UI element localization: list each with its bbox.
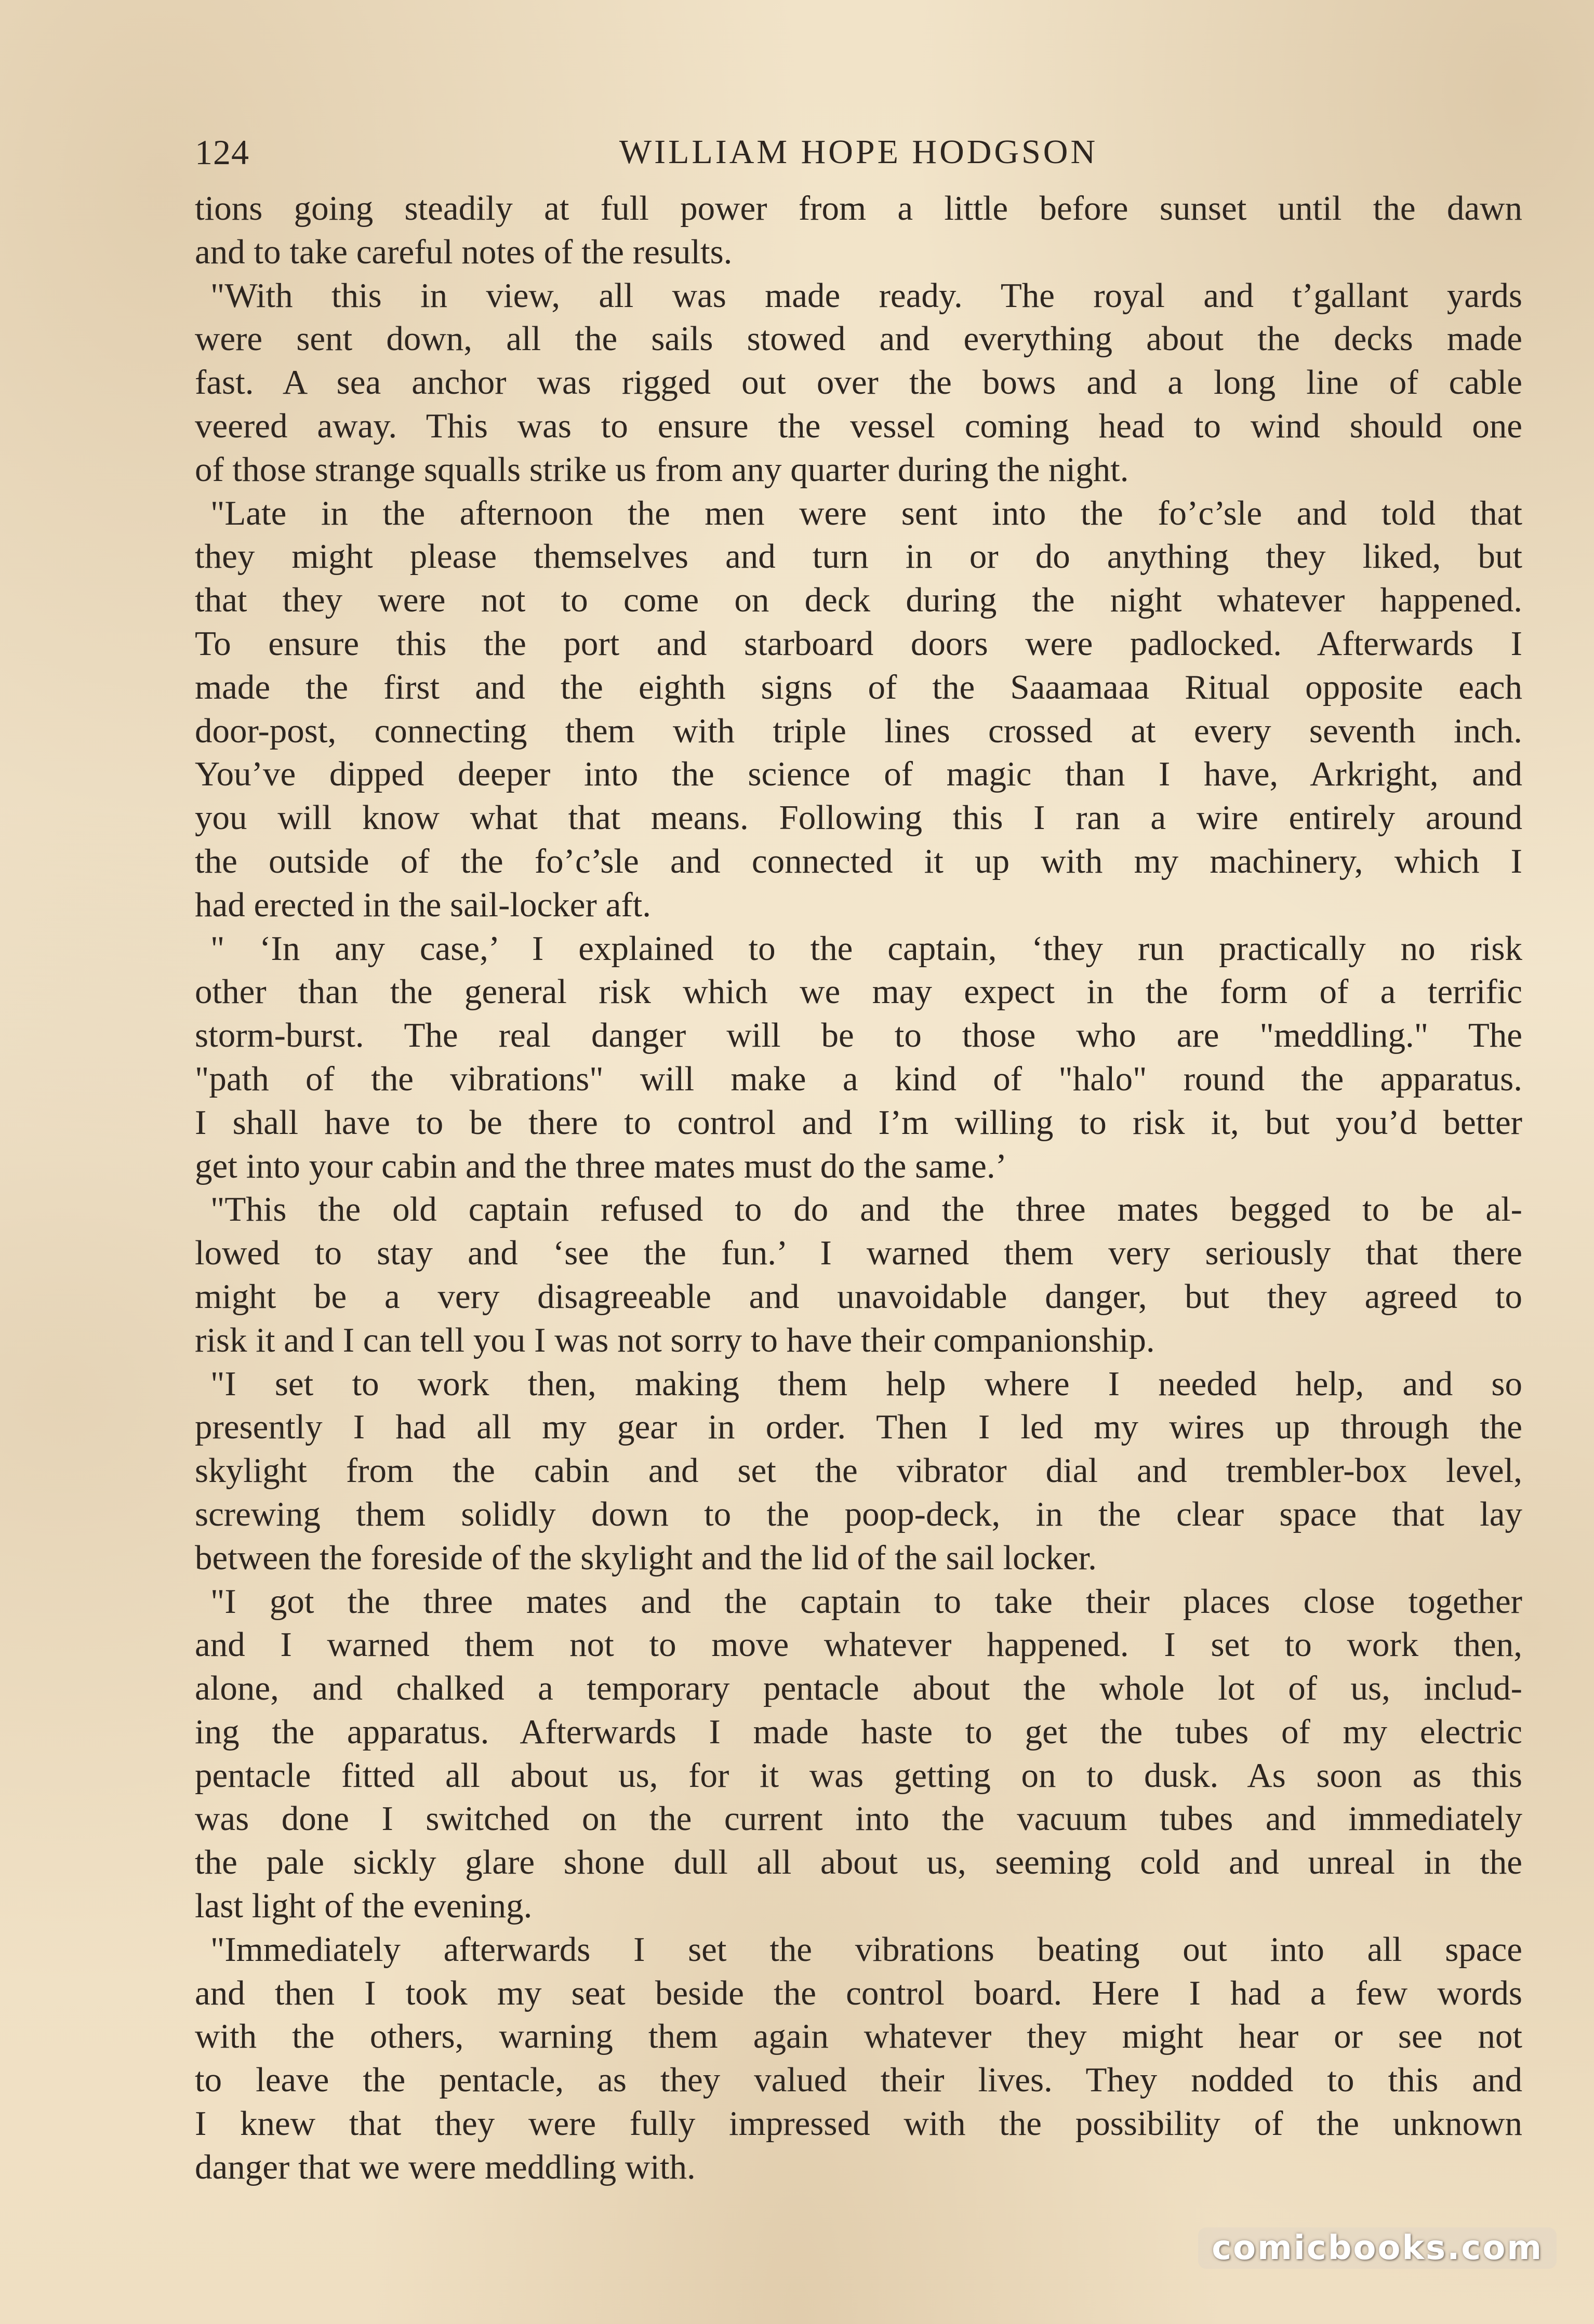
text-line: pentacle fitted all about us, for it was getting on to dusk. As soon as this <box>195 1756 1522 1795</box>
body-text <box>195 187 1522 2189</box>
text-line: of those strange squalls strike us from any quarter during the night. <box>195 450 1129 489</box>
text-line: "I set to work then, making them help where I needed help, and so <box>210 1364 1522 1403</box>
text-line: get into your cabin and the three mates must do the same.’ <box>195 1146 1007 1185</box>
text-line: to leave the pentacle, as they valued their lives. They nodded to this and <box>195 2061 1522 2100</box>
text-line: the outside of the fo’c’sle and connected it up with my machinery, which I <box>195 842 1522 880</box>
text-line: I shall have to be there to control and I’m willing to risk it, but you’d better <box>195 1103 1522 1142</box>
text-line: veered away. This was to ensure the vessel coming head to wind should one <box>195 406 1522 445</box>
text-line: You’ve dipped deeper into the science of magic than I have, Arkright, and <box>195 755 1522 794</box>
text-line: screwing them solidly down to the poop-deck, in the clear space that lay <box>195 1494 1522 1533</box>
text-line: " ‘In any case,’ I explained to the captain, ‘they run practically no risk <box>210 929 1522 968</box>
text-line: tions going steadily at full power from a little before sunset until the dawn <box>195 189 1522 228</box>
text-line: fast. A sea anchor was rigged out over the bows and a long line of cable <box>195 363 1522 402</box>
text-line: and then I took my seat beside the control board. Here I had a few words <box>195 1973 1522 2012</box>
watermark-logo: comicbooks.com <box>1198 2227 1557 2269</box>
text-line: "Immediately afterwards I set the vibrations beating out into all space <box>210 1930 1522 1969</box>
text-line: and I warned them not to move whatever happened. I set to work then, <box>195 1625 1522 1664</box>
text-line: made the first and the eighth signs of the Saaamaaa Ritual opposite each <box>195 667 1522 706</box>
running-head: WILLIAM HOPE HODGSON <box>619 133 1098 171</box>
text-line: between the foreside of the skylight and the lid of the sail locker. <box>195 1538 1097 1577</box>
text-line: risk it and I can tell you I was not sorry to have their companionship. <box>195 1320 1155 1359</box>
text-line: presently I had all my gear in order. Then I led my wires up through the <box>195 1408 1522 1447</box>
page-header <box>195 124 1522 181</box>
text-line: skylight from the cabin and set the vibrator dial and trembler-box level, <box>195 1451 1522 1490</box>
page-number: 124 <box>195 132 249 172</box>
text-line: lowed to stay and ‘see the fun.’ I warned them very seriously that there <box>195 1234 1522 1273</box>
text-line: might be a very disagreeable and unavoidable danger, but they agreed to <box>195 1277 1522 1316</box>
text-line: was done I switched on the current into the vacuum tubes and immediately <box>195 1799 1522 1838</box>
text-line: "With this in view, all was made ready. The royal and t’gallant yards <box>210 276 1522 315</box>
text-line: you will know what that means. Following this I ran a wire entirely around <box>195 798 1522 837</box>
text-line: "I got the three mates and the captain to take their places close together <box>210 1582 1522 1621</box>
text-line: that they were not to come on deck during the night whatever happened. <box>195 581 1522 620</box>
text-line: last light of the evening. <box>195 1887 533 1926</box>
text-line: with the others, warning them again whatever they might hear or see not <box>195 2017 1522 2056</box>
text-line: "Late in the afternoon the men were sent into the fo’c’sle and told that <box>210 493 1522 532</box>
text-line: "This the old captain refused to do and the three mates begged to be al- <box>210 1190 1522 1229</box>
text-line: I knew that they were fully impressed with the possibility of the unknown <box>195 2104 1522 2143</box>
text-line: the pale sickly glare shone dull all about us, seeming cold and unreal in the <box>195 1843 1522 1882</box>
text-line: and to take careful notes of the results. <box>195 232 733 271</box>
text-line: they might please themselves and turn in or do anything they liked, but <box>195 537 1522 576</box>
text-line: To ensure this the port and starboard doors were padlocked. Afterwards I <box>195 624 1522 663</box>
text-line: danger that we were meddling with. <box>195 2147 696 2186</box>
text-line: storm-burst. The real danger will be to those who are "meddling." The <box>195 1016 1522 1055</box>
text-line: door-post, connecting them with triple lines crossed at every seventh inch. <box>195 711 1522 750</box>
text-line: ing the apparatus. Afterwards I made haste to get the tubes of my electric <box>195 1712 1522 1751</box>
text-line: had erected in the sail-locker aft. <box>195 885 652 924</box>
text-line: were sent down, all the sails stowed and everything about the decks made <box>195 319 1522 358</box>
text-line: "path of the vibrations" will make a kind of "halo" round the apparatus. <box>195 1059 1522 1098</box>
text-line: other than the general risk which we may expect in the form of a terrific <box>195 972 1522 1011</box>
text-line: alone, and chalked a temporary pentacle about the whole lot of us, includ- <box>195 1669 1522 1708</box>
